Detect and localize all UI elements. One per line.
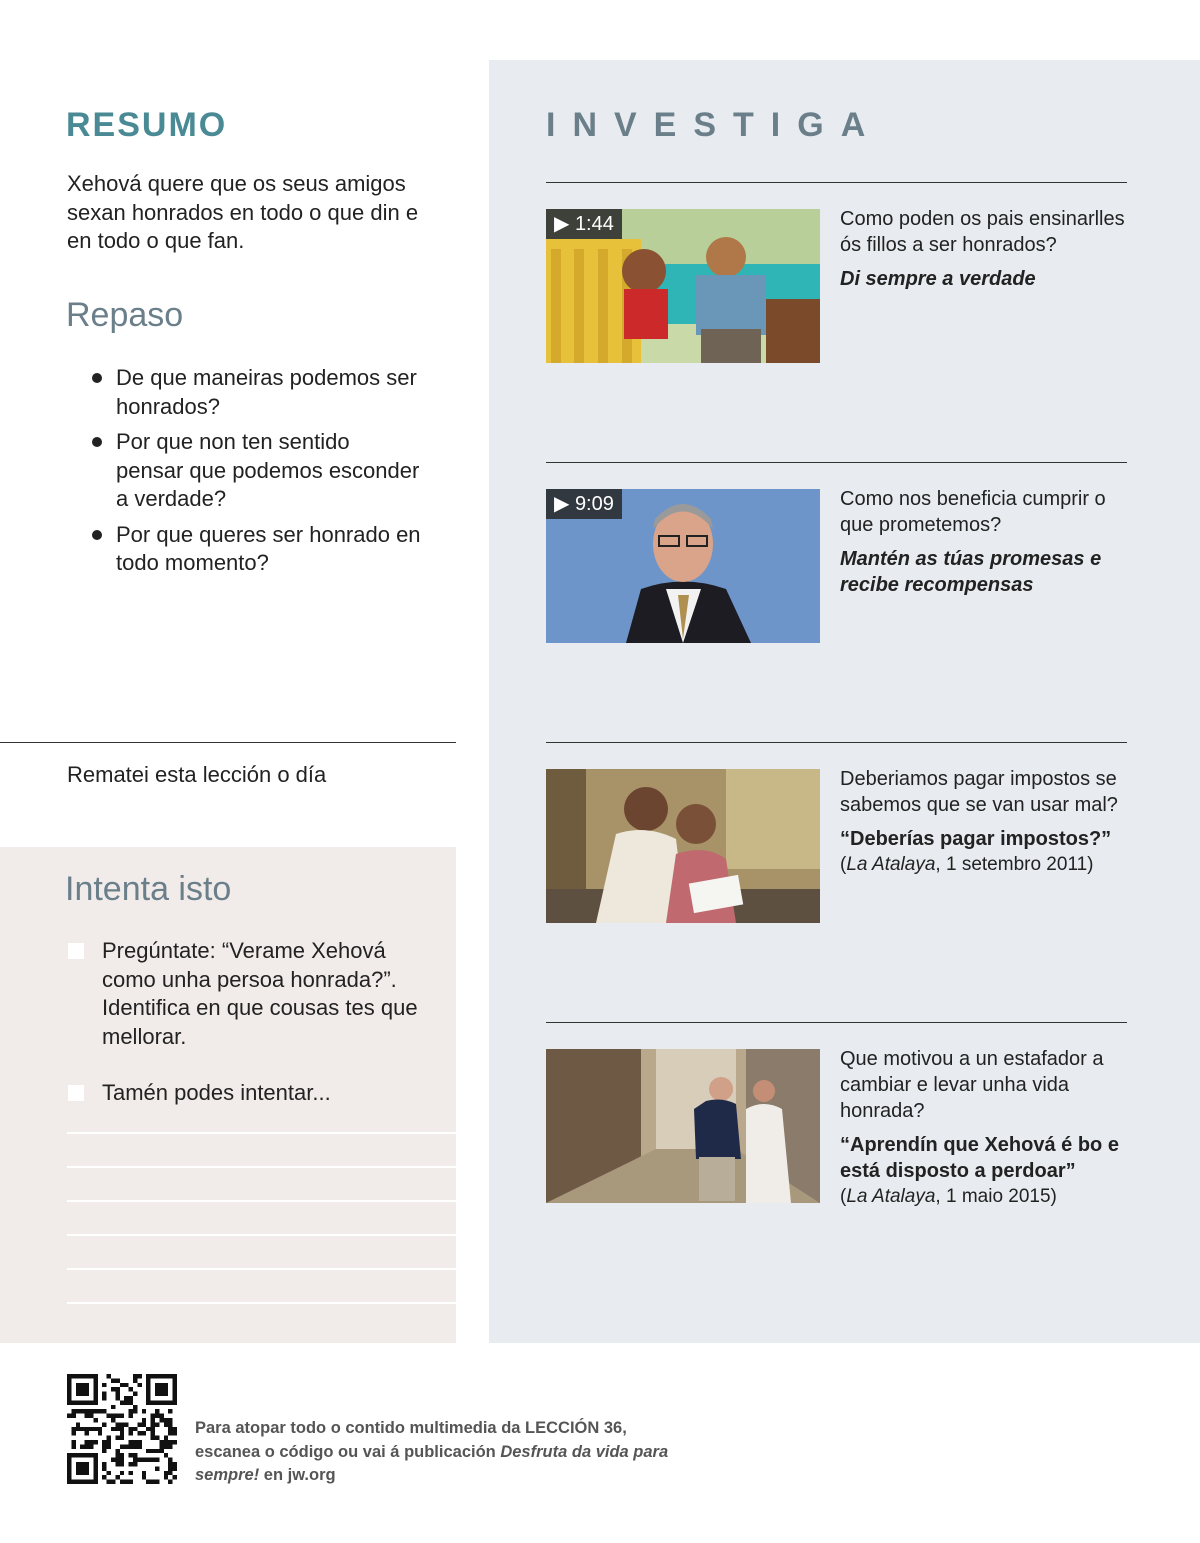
item-article-title[interactable]: “Deberías pagar impostos?” [840,828,1112,850]
couple-walking-street-image [546,1049,820,1203]
item-article-title[interactable]: “Aprendín que Xehová é bo e está disposto a perdoar” [840,1134,1119,1182]
divider [546,742,1127,743]
repaso-list [92,364,422,585]
repaso-item: Por que queres ser honrado en todo momento? [92,521,422,578]
video-duration-badge: ▶ 1:44 [546,209,622,239]
divider [0,742,456,743]
item-question: Como nos beneficia cumprir o que prometemos? [840,488,1106,536]
writing-line[interactable] [67,1200,456,1202]
checkbox[interactable] [68,943,84,959]
writing-line[interactable] [67,1166,456,1168]
divider [546,1022,1127,1023]
divider [546,182,1127,183]
task-item: Tamén podes intentar... [68,1079,428,1108]
intenta-heading: Intenta isto [65,870,232,908]
article-thumbnail[interactable] [546,769,820,923]
completion-date-label[interactable]: Rematei esta lección o día [67,762,327,787]
bullet-icon [92,530,102,540]
item-question: Que motivou a un estafador a cambiar e levar unha vida honrada? [840,1048,1104,1122]
writing-line[interactable] [67,1302,456,1304]
bullet-icon [92,373,102,383]
writing-line[interactable] [67,1268,456,1270]
item-source: (La Atalaya, 1 setembro 2011) [840,854,1094,875]
investiga-heading: INVESTIGA [546,106,883,144]
qr-code-icon[interactable] [67,1374,177,1484]
video-duration-badge: ▶ 9:09 [546,489,622,519]
investiga-item-text [840,486,1130,598]
item-video-title[interactable]: Di sempre a verdade [840,268,1036,290]
investiga-item-text [840,1046,1130,1210]
article-thumbnail[interactable] [546,1049,820,1203]
writing-line[interactable] [67,1132,456,1134]
divider [546,462,1127,463]
item-source: (La Atalaya, 1 maio 2015) [840,1186,1057,1207]
couple-paying-taxes-image [546,769,820,923]
investiga-item-text [840,766,1130,878]
resumo-text: Xehová quere que os seus amigos sexan honrados en todo o que din e en todo o que fan. [67,171,419,253]
task-item: Pregúntate: “Verame Xehová como unha persoa honrada?”. Identifica en que cousas tes que mellorar. [68,937,428,1051]
video-thumbnail[interactable] [546,209,820,363]
writing-line[interactable] [67,1234,456,1236]
resumo-heading: RESUMO [66,106,228,144]
repaso-heading: Repaso [66,296,184,334]
investiga-item-text [840,206,1130,292]
repaso-item: De que maneiras podemos ser honrados? [92,364,422,421]
checkbox[interactable] [68,1085,84,1101]
bullet-icon [92,437,102,447]
item-video-title[interactable]: Mantén as túas promesas e recibe recompensas [840,548,1102,596]
item-question: Como poden os pais ensinarlles ós fillos a ser honrados? [840,208,1125,256]
repaso-item: Por que non ten sentido pensar que podemos esconder a verdade? [92,428,422,514]
video-thumbnail[interactable] [546,489,820,643]
item-question: Deberiamos pagar impostos se sabemos que se van usar mal? [840,768,1118,816]
footer-note: Para atopar todo o contido multimedia da LECCIÓN 36, escanea o código ou vai á publicación Desfruta da vida para sempre! en jw.org [195,1419,669,1484]
